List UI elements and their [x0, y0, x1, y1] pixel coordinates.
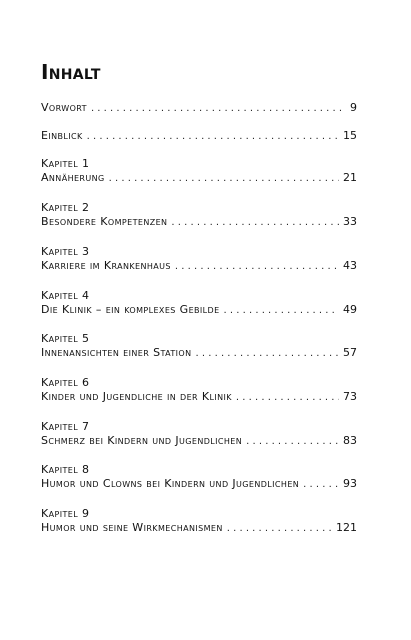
dot-leader [196, 347, 339, 361]
toc-entry-kapitel-8[interactable] [41, 463, 357, 492]
toc-entry-kapitel-4[interactable] [41, 289, 357, 318]
dot-leader [171, 216, 339, 230]
toc-entry-label: Vorwort [41, 101, 87, 114]
toc-chapter-number: Kapitel 6 [41, 376, 90, 389]
toc-title: Inhalt [41, 60, 101, 84]
toc-entry-label: Karriere im Krankenhaus [41, 259, 171, 272]
dot-leader [224, 304, 339, 318]
dot-leader [303, 478, 339, 492]
toc-entry-label: Humor und Clowns bei Kindern und Jugendlichen [41, 477, 300, 490]
toc-entry-page: 83 [343, 434, 357, 447]
toc-entry-kapitel-9[interactable] [41, 507, 357, 536]
toc-entry-label: Humor und seine Wirkmechanismen [41, 521, 223, 534]
toc-entry-page: 33 [343, 215, 357, 228]
toc-entry-page: 121 [336, 521, 357, 534]
toc-entry-label: Die Klinik – ein komplexes Gebilde [41, 303, 220, 316]
toc-entry-label: Schmerz bei Kindern und Jugendlichen [41, 434, 243, 447]
dot-leader [91, 102, 346, 116]
toc-chapter-number: Kapitel 7 [41, 420, 90, 433]
toc-entry-page: 21 [343, 171, 357, 184]
dot-leader [236, 391, 339, 405]
toc-chapter-number: Kapitel 8 [41, 463, 90, 476]
dot-leader [87, 130, 339, 144]
toc-entry-label: Einblick [41, 129, 83, 142]
toc-entry-page: 15 [343, 129, 357, 142]
toc-entry-page: 49 [343, 303, 357, 316]
toc-chapter-number: Kapitel 2 [41, 201, 90, 214]
dot-leader [175, 260, 339, 274]
toc-entry-page: 9 [350, 101, 357, 114]
toc-entry-kapitel-6[interactable] [41, 376, 357, 405]
toc-entry-label: Kinder und Jugendliche in der Klinik [41, 390, 232, 403]
dot-leader [109, 172, 339, 186]
toc-entry-kapitel-3[interactable] [41, 245, 357, 274]
toc-entry-label: Annäherung [41, 171, 105, 184]
toc-entry-kapitel-2[interactable] [41, 201, 357, 230]
toc-entry-vorwort[interactable] [41, 101, 357, 116]
toc-entry-kapitel-5[interactable] [41, 332, 357, 361]
toc-entry-einblick[interactable] [41, 129, 357, 144]
toc-entry-label: Innenansichten einer Station [41, 346, 192, 359]
toc-entry-kapitel-1[interactable] [41, 157, 357, 186]
toc-chapter-number: Kapitel 9 [41, 507, 90, 520]
toc-chapter-number: Kapitel 4 [41, 289, 90, 302]
toc-chapter-number: Kapitel 5 [41, 332, 90, 345]
toc-entry-page: 93 [343, 477, 357, 490]
toc-chapter-number: Kapitel 1 [41, 157, 90, 170]
toc-entry-kapitel-7[interactable] [41, 420, 357, 449]
toc-entry-label: Besondere Kompetenzen [41, 215, 168, 228]
dot-leader [246, 435, 339, 449]
toc-entry-page: 57 [343, 346, 357, 359]
toc-entry-page: 43 [343, 259, 357, 272]
dot-leader [227, 522, 332, 536]
toc-chapter-number: Kapitel 3 [41, 245, 90, 258]
toc-entry-page: 73 [343, 390, 357, 403]
